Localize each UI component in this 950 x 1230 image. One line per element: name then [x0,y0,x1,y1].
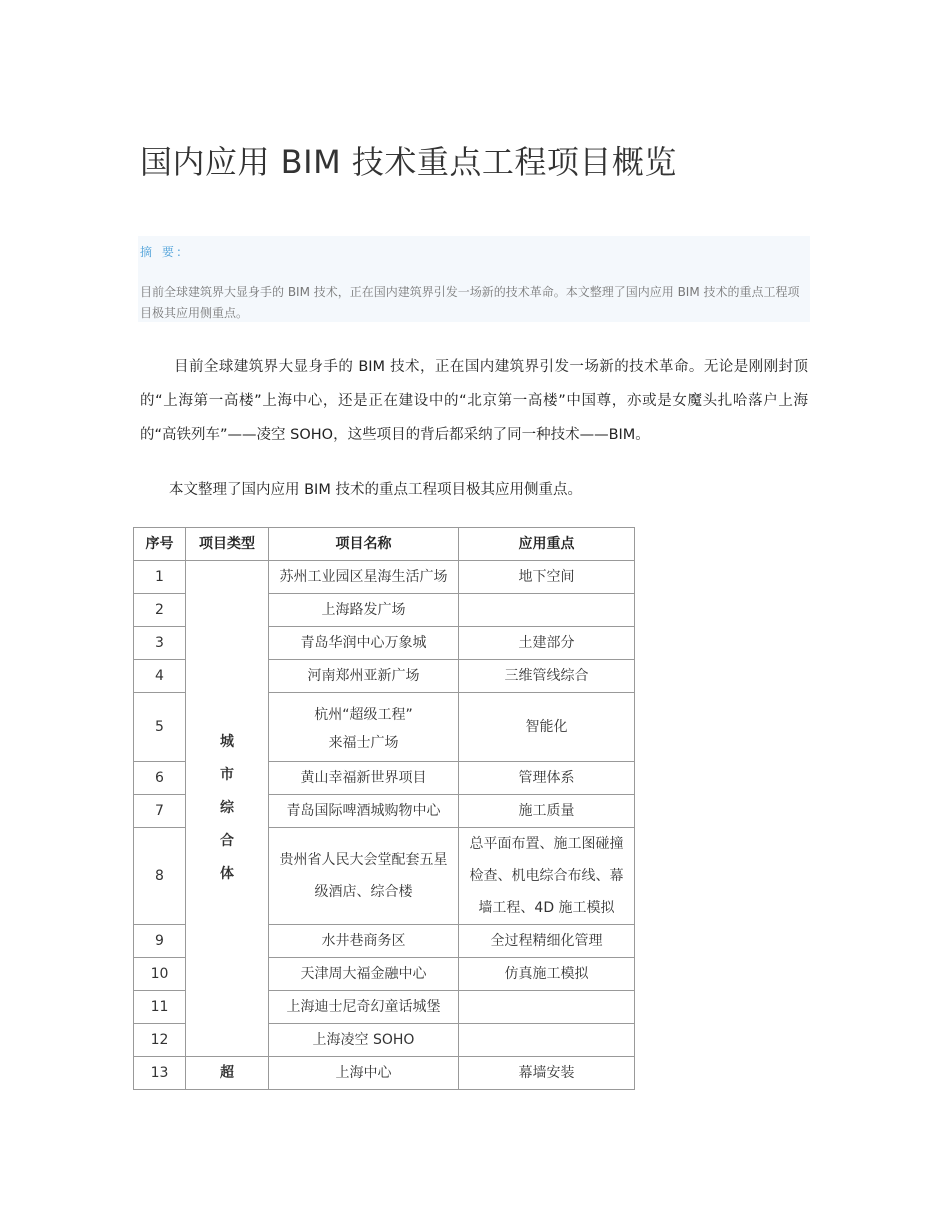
type-char: 市 [220,767,234,783]
row-no: 1 [134,561,186,594]
row-focus: 三维管线综合 [459,660,635,693]
row-name [269,828,459,925]
summary-paragraph: 本文整理了国内应用 BIM 技术的重点工程项目极其应用侧重点。 [169,482,582,498]
row-focus: 全过程精细化管理 [459,925,635,958]
row-focus-line: 墙工程、4D 施工模拟 [478,900,615,916]
row-name: 上海中心 [269,1057,459,1090]
row-name-line: 级酒店、综合楼 [314,884,413,900]
row-focus: 仿真施工模拟 [459,958,635,991]
row-name: 水井巷商务区 [269,925,459,958]
intro-paragraph: 目前全球建筑界大显身手的 BIM 技术，正在国内建筑界引发一场新的技术革命。无论是刚刚封顶的“上海第一高楼”上海中心，还是正在建设中的“北京第一高楼”中国尊，亦或是女魔头扎哈落户上海的“高铁列车”——凌空 SOHO，这些项目的背后都采纳了同一种技术——BIM。 [140,359,808,443]
row-no: 8 [134,828,186,925]
projects-table [133,527,635,1090]
row-no: 4 [134,660,186,693]
type-char: 综 [220,800,234,816]
abstract-text: 目前全球建筑界大显身手的 BIM 技术，正在国内建筑界引发一场新的技术革命。本文整理了国内应用 BIM 技术的重点工程项目极其应用侧重点。 [140,285,800,320]
header-name: 项目名称 [269,528,459,561]
abstract-box [138,236,810,322]
row-focus-line: 检查、机电综合布线、幕 [469,868,624,884]
row-no: 10 [134,958,186,991]
row-name: 上海路发广场 [269,594,459,627]
type-char: 合 [220,833,234,849]
row-name [269,693,459,762]
header-no: 序号 [134,528,186,561]
row-no: 12 [134,1024,186,1057]
row-focus [459,1024,635,1057]
row-no: 7 [134,795,186,828]
row-name-line: 来福士广场 [328,735,399,751]
row-focus-line: 总平面布置、施工图碰撞 [469,836,624,852]
header-type: 项目类型 [186,528,269,561]
row-focus [459,594,635,627]
row-focus: 土建部分 [459,627,635,660]
document-title: 国内应用 BIM 技术重点工程项目概览 [140,143,677,181]
project-type-super: 超 [186,1057,269,1090]
row-no: 6 [134,762,186,795]
row-no: 13 [134,1057,186,1090]
row-focus: 幕墙安装 [459,1057,635,1090]
row-no: 9 [134,925,186,958]
row-focus: 管理体系 [459,762,635,795]
abstract-label: 摘 要: [140,245,184,259]
row-no: 11 [134,991,186,1024]
row-no: 5 [134,693,186,762]
row-name-line: 杭州“超级工程” [314,707,413,723]
row-focus [459,991,635,1024]
project-type-city-complex [186,561,269,1057]
row-focus: 施工质量 [459,795,635,828]
row-focus: 智能化 [459,693,635,762]
row-name-line: 贵州省人民大会堂配套五星 [279,852,448,868]
row-focus [459,828,635,925]
row-name: 天津周大福金融中心 [269,958,459,991]
row-no: 3 [134,627,186,660]
row-name: 上海凌空 SOHO [269,1024,459,1057]
row-focus: 地下空间 [459,561,635,594]
row-name: 河南郑州亚新广场 [269,660,459,693]
row-name: 上海迪士尼奇幻童话城堡 [269,991,459,1024]
row-name: 青岛国际啤酒城购物中心 [269,795,459,828]
header-focus: 应用重点 [459,528,635,561]
table-row [134,561,635,594]
row-name: 黄山幸福新世界项目 [269,762,459,795]
table-header-row [134,528,635,561]
row-name: 苏州工业园区星海生活广场 [269,561,459,594]
row-name: 青岛华润中心万象城 [269,627,459,660]
type-char: 体 [220,866,234,882]
type-char: 城 [220,734,234,750]
row-no: 2 [134,594,186,627]
table-row [134,1057,635,1090]
